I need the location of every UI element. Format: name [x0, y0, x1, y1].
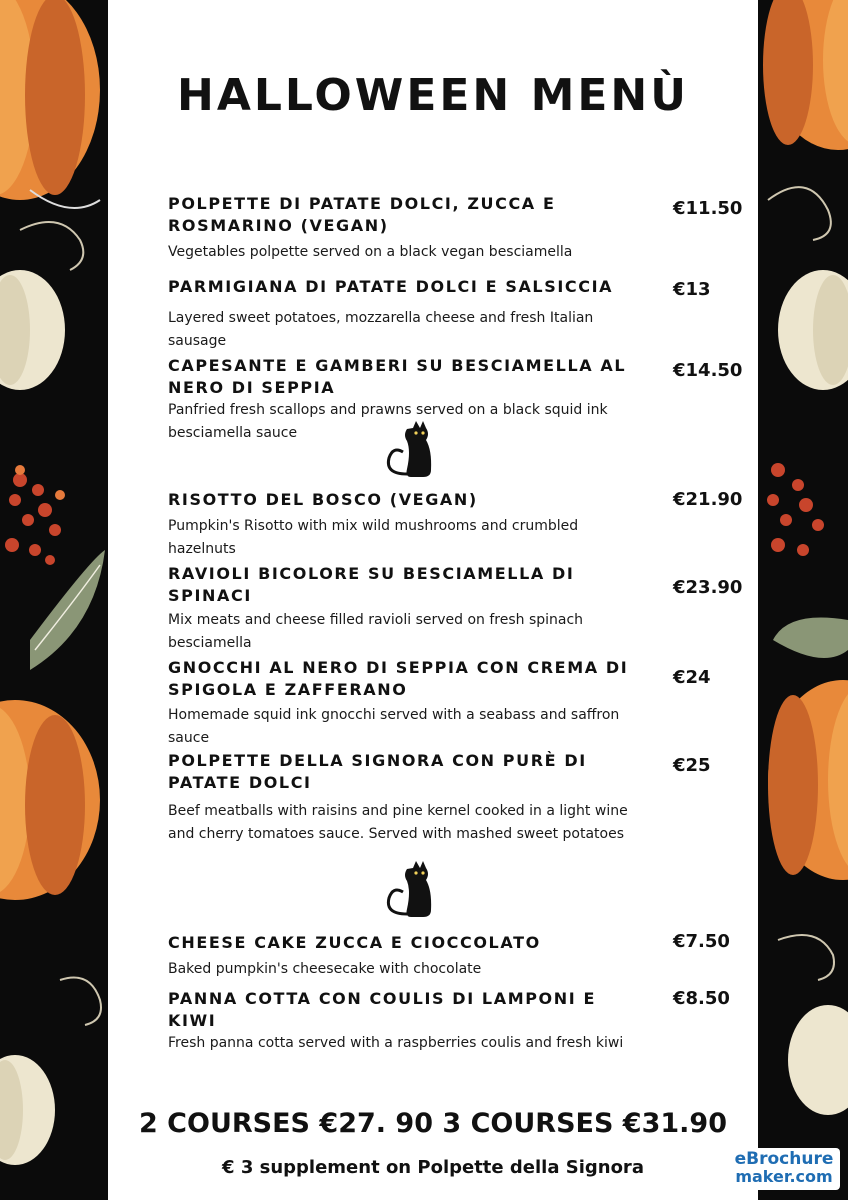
dish-price: €23.90 [673, 577, 743, 598]
dish-name: POLPETTE DI PATATE DOLCI, ZUCCA E ROSMARINO (VEGAN) [168, 194, 556, 235]
dish-description: Panfried fresh scallops and prawns served on a black squid ink besciamella sauce [168, 402, 608, 441]
black-cat-icon [383, 860, 433, 920]
right-decoration [758, 0, 848, 1200]
menu-item [168, 563, 648, 655]
dish-description: Pumpkin's Risotto with mix wild mushrooms and crumbled hazelnuts [168, 518, 579, 557]
ebrochure-watermark[interactable] [728, 1148, 840, 1190]
dish-name: POLPETTE DELLA SIGNORA CON PURÈ DI PATATE DOLCI [168, 751, 587, 792]
dish-name: RISOTTO DEL BOSCO (VEGAN) [168, 490, 478, 509]
dish-name: PANNA COTTA CON COULIS DI LAMPONI E KIWI [168, 989, 596, 1030]
menu-panel [108, 0, 758, 1200]
dish-price: €14.50 [673, 360, 743, 381]
menu-item [168, 489, 648, 561]
dish-name: RAVIOLI BICOLORE SU BESCIAMELLA DI SPINACI [168, 564, 575, 605]
courses-pricing: 2 COURSES €27. 90 3 COURSES €31.90 [139, 1108, 727, 1139]
dish-description: Mix meats and cheese filled ravioli served on fresh spinach besciamella [168, 612, 584, 651]
menu-item [168, 932, 648, 981]
watermark-line1: eBrochure [734, 1149, 834, 1169]
dish-description: Fresh panna cotta served with a raspberries coulis and fresh kiwi [168, 1035, 624, 1051]
menu-item [168, 193, 648, 264]
dish-name: PARMIGIANA DI PATATE DOLCI E SALSICCIA [168, 277, 614, 296]
supplement-note: € 3 supplement on Polpette della Signora [222, 1157, 644, 1178]
dish-description: Beef meatballs with raisins and pine kernel cooked in a light wine and cherry tomatoes sauce. Served with mashed sweet potatoes [168, 803, 628, 842]
dish-price: €11.50 [673, 198, 743, 219]
menu-item [168, 657, 648, 750]
dish-name: CAPESANTE E GAMBERI SU BESCIAMELLA AL NERO DI SEPPIA [168, 356, 627, 397]
dish-price: €21.90 [673, 489, 743, 510]
dish-description: Vegetables polpette served on a black vegan besciamella [168, 244, 573, 260]
dish-name: CHEESE CAKE ZUCCA E CIOCCOLATO [168, 933, 541, 952]
menu-item [168, 988, 648, 1055]
watermark-line2: maker.com [735, 1167, 833, 1186]
menu-item [168, 750, 648, 846]
menu-item [168, 276, 648, 353]
dish-description: Layered sweet potatoes, mozzarella cheese and fresh Italian sausage [168, 310, 594, 349]
black-cat-icon [383, 420, 433, 480]
left-decoration [0, 0, 108, 1200]
dish-price: €13 [673, 279, 711, 300]
dish-price: €8.50 [673, 988, 730, 1009]
dish-price: €25 [673, 755, 711, 776]
dish-price: €7.50 [673, 931, 730, 952]
menu-title: HALLOWEEN MENÙ [177, 70, 689, 121]
dish-price: €24 [673, 667, 711, 688]
dish-name: GNOCCHI AL NERO DI SEPPIA CON CREMA DI SPIGOLA E ZAFFERANO [168, 658, 629, 699]
dish-description: Baked pumpkin's cheesecake with chocolate [168, 961, 482, 977]
dish-description: Homemade squid ink gnocchi served with a seabass and saffron sauce [168, 707, 620, 746]
